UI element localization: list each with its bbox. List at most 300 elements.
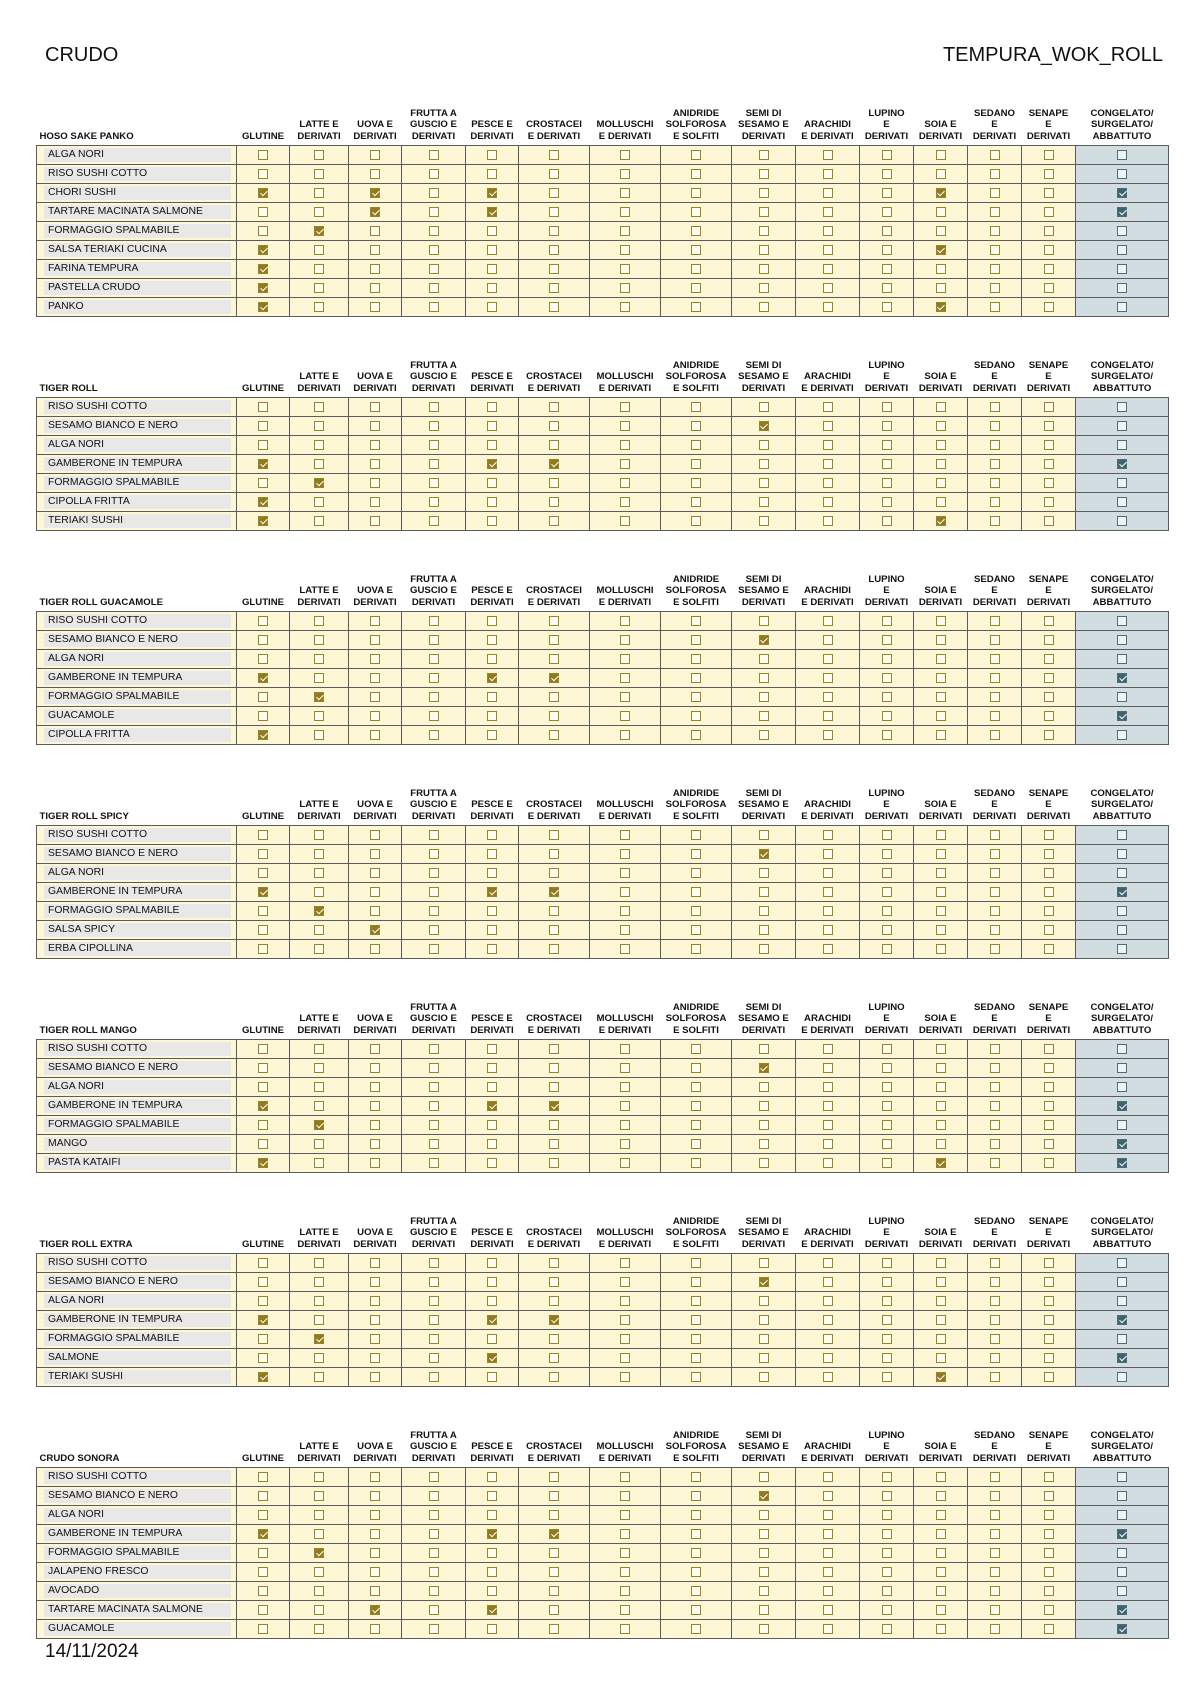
checkbox-icon[interactable] (823, 1529, 833, 1539)
checkbox-icon[interactable] (882, 516, 892, 526)
checkbox-icon[interactable] (314, 887, 324, 897)
checkbox-icon[interactable] (549, 1139, 559, 1149)
checkbox-icon[interactable] (314, 1082, 324, 1092)
checkbox-icon[interactable] (370, 1277, 380, 1287)
checkbox-icon[interactable] (990, 245, 1000, 255)
checkbox-icon[interactable] (314, 1258, 324, 1268)
checkbox-icon[interactable] (823, 1315, 833, 1325)
checkbox-icon[interactable] (823, 1567, 833, 1577)
checkbox-icon[interactable] (759, 1472, 769, 1482)
checkbox-icon[interactable] (487, 1158, 497, 1168)
checkbox-icon[interactable] (1044, 711, 1054, 721)
checkbox-icon[interactable] (258, 1372, 268, 1382)
checkbox-icon[interactable] (691, 692, 701, 702)
checkbox-icon[interactable] (990, 730, 1000, 740)
checkbox-icon[interactable] (314, 1586, 324, 1596)
checkbox-icon[interactable] (759, 1548, 769, 1558)
checkbox-icon[interactable] (429, 1258, 439, 1268)
checkbox-icon[interactable] (882, 1548, 892, 1558)
checkbox-icon[interactable] (1044, 1548, 1054, 1558)
checkbox-icon[interactable] (691, 868, 701, 878)
checkbox-icon[interactable] (882, 264, 892, 274)
checkbox-icon[interactable] (314, 245, 324, 255)
checkbox-icon[interactable] (487, 830, 497, 840)
checkbox-icon[interactable] (691, 421, 701, 431)
checkbox-icon[interactable] (258, 207, 268, 217)
checkbox-icon[interactable] (370, 1120, 380, 1130)
checkbox-icon[interactable] (620, 1624, 630, 1634)
checkbox-icon[interactable] (990, 1586, 1000, 1596)
checkbox-icon[interactable] (370, 283, 380, 293)
checkbox-icon[interactable] (314, 1139, 324, 1149)
checkbox-icon[interactable] (936, 302, 946, 312)
checkbox-icon[interactable] (936, 459, 946, 469)
checkbox-icon[interactable] (487, 1082, 497, 1092)
checkbox-icon[interactable] (549, 1491, 559, 1501)
checkbox-icon[interactable] (1044, 1372, 1054, 1382)
checkbox-icon[interactable] (759, 226, 769, 236)
checkbox-icon[interactable] (1044, 673, 1054, 683)
checkbox-icon[interactable] (823, 421, 833, 431)
checkbox-icon[interactable] (1044, 868, 1054, 878)
checkbox-icon[interactable] (620, 188, 630, 198)
checkbox-icon[interactable] (487, 635, 497, 645)
checkbox-icon[interactable] (429, 1158, 439, 1168)
checkbox-icon[interactable] (882, 207, 892, 217)
checkbox-icon[interactable] (759, 925, 769, 935)
checkbox-icon[interactable] (759, 1605, 769, 1615)
checkbox-icon[interactable] (487, 1605, 497, 1615)
checkbox-icon[interactable] (936, 402, 946, 412)
checkbox-icon[interactable] (990, 944, 1000, 954)
checkbox-icon[interactable] (823, 635, 833, 645)
checkbox-icon[interactable] (429, 1624, 439, 1634)
checkbox-icon[interactable] (258, 264, 268, 274)
checkbox-icon[interactable] (691, 944, 701, 954)
checkbox-icon[interactable] (823, 302, 833, 312)
checkbox-icon[interactable] (1117, 654, 1127, 664)
checkbox-icon[interactable] (990, 925, 1000, 935)
checkbox-icon[interactable] (314, 1529, 324, 1539)
checkbox-icon[interactable] (620, 226, 630, 236)
checkbox-icon[interactable] (370, 1567, 380, 1577)
checkbox-icon[interactable] (429, 906, 439, 916)
checkbox-icon[interactable] (429, 730, 439, 740)
checkbox-icon[interactable] (620, 150, 630, 160)
checkbox-icon[interactable] (882, 1258, 892, 1268)
checkbox-icon[interactable] (314, 169, 324, 179)
checkbox-icon[interactable] (258, 654, 268, 664)
checkbox-icon[interactable] (990, 459, 1000, 469)
checkbox-icon[interactable] (549, 1353, 559, 1363)
checkbox-icon[interactable] (620, 1315, 630, 1325)
checkbox-icon[interactable] (1117, 1258, 1127, 1268)
checkbox-icon[interactable] (882, 169, 892, 179)
checkbox-icon[interactable] (1117, 1605, 1127, 1615)
checkbox-icon[interactable] (487, 1491, 497, 1501)
checkbox-icon[interactable] (936, 830, 946, 840)
checkbox-icon[interactable] (487, 440, 497, 450)
checkbox-icon[interactable] (936, 1334, 946, 1344)
checkbox-icon[interactable] (620, 1139, 630, 1149)
checkbox-icon[interactable] (258, 516, 268, 526)
checkbox-icon[interactable] (1117, 516, 1127, 526)
checkbox-icon[interactable] (1117, 1277, 1127, 1287)
checkbox-icon[interactable] (1117, 1353, 1127, 1363)
checkbox-icon[interactable] (549, 1296, 559, 1306)
checkbox-icon[interactable] (882, 1372, 892, 1382)
checkbox-icon[interactable] (549, 673, 559, 683)
checkbox-icon[interactable] (1044, 1101, 1054, 1111)
checkbox-icon[interactable] (691, 302, 701, 312)
checkbox-icon[interactable] (314, 516, 324, 526)
checkbox-icon[interactable] (882, 1063, 892, 1073)
checkbox-icon[interactable] (936, 1139, 946, 1149)
checkbox-icon[interactable] (691, 1063, 701, 1073)
checkbox-icon[interactable] (1117, 283, 1127, 293)
checkbox-icon[interactable] (1117, 150, 1127, 160)
checkbox-icon[interactable] (990, 673, 1000, 683)
checkbox-icon[interactable] (823, 1624, 833, 1634)
checkbox-icon[interactable] (620, 692, 630, 702)
checkbox-icon[interactable] (429, 188, 439, 198)
checkbox-icon[interactable] (1117, 421, 1127, 431)
checkbox-icon[interactable] (882, 1353, 892, 1363)
checkbox-icon[interactable] (429, 440, 439, 450)
checkbox-icon[interactable] (990, 421, 1000, 431)
checkbox-icon[interactable] (936, 1372, 946, 1382)
checkbox-icon[interactable] (691, 849, 701, 859)
checkbox-icon[interactable] (258, 1472, 268, 1482)
checkbox-icon[interactable] (429, 1586, 439, 1596)
checkbox-icon[interactable] (258, 830, 268, 840)
checkbox-icon[interactable] (1117, 497, 1127, 507)
checkbox-icon[interactable] (370, 302, 380, 312)
checkbox-icon[interactable] (882, 849, 892, 859)
checkbox-icon[interactable] (990, 1510, 1000, 1520)
checkbox-icon[interactable] (258, 1529, 268, 1539)
checkbox-icon[interactable] (691, 1296, 701, 1306)
checkbox-icon[interactable] (370, 1372, 380, 1382)
checkbox-icon[interactable] (936, 245, 946, 255)
checkbox-icon[interactable] (691, 440, 701, 450)
checkbox-icon[interactable] (759, 478, 769, 488)
checkbox-icon[interactable] (882, 1624, 892, 1634)
checkbox-icon[interactable] (370, 226, 380, 236)
checkbox-icon[interactable] (370, 1624, 380, 1634)
checkbox-icon[interactable] (549, 1567, 559, 1577)
checkbox-icon[interactable] (990, 1158, 1000, 1168)
checkbox-icon[interactable] (549, 1529, 559, 1539)
checkbox-icon[interactable] (990, 1472, 1000, 1482)
checkbox-icon[interactable] (882, 616, 892, 626)
checkbox-icon[interactable] (487, 944, 497, 954)
checkbox-icon[interactable] (314, 1120, 324, 1130)
checkbox-icon[interactable] (990, 440, 1000, 450)
checkbox-icon[interactable] (258, 150, 268, 160)
checkbox-icon[interactable] (990, 906, 1000, 916)
checkbox-icon[interactable] (549, 1063, 559, 1073)
checkbox-icon[interactable] (1117, 188, 1127, 198)
checkbox-icon[interactable] (370, 1353, 380, 1363)
checkbox-icon[interactable] (258, 1353, 268, 1363)
checkbox-icon[interactable] (549, 1277, 559, 1287)
checkbox-icon[interactable] (620, 169, 630, 179)
checkbox-icon[interactable] (314, 1334, 324, 1344)
checkbox-icon[interactable] (429, 402, 439, 412)
checkbox-icon[interactable] (936, 1277, 946, 1287)
checkbox-icon[interactable] (620, 1586, 630, 1596)
checkbox-icon[interactable] (882, 830, 892, 840)
checkbox-icon[interactable] (691, 1624, 701, 1634)
checkbox-icon[interactable] (990, 283, 1000, 293)
checkbox-icon[interactable] (549, 207, 559, 217)
checkbox-icon[interactable] (1044, 1315, 1054, 1325)
checkbox-icon[interactable] (370, 459, 380, 469)
checkbox-icon[interactable] (1117, 1120, 1127, 1130)
checkbox-icon[interactable] (1117, 478, 1127, 488)
checkbox-icon[interactable] (1117, 887, 1127, 897)
checkbox-icon[interactable] (370, 1491, 380, 1501)
checkbox-icon[interactable] (429, 1296, 439, 1306)
checkbox-icon[interactable] (759, 440, 769, 450)
checkbox-icon[interactable] (370, 1334, 380, 1344)
checkbox-icon[interactable] (1117, 1586, 1127, 1596)
checkbox-icon[interactable] (823, 1605, 833, 1615)
checkbox-icon[interactable] (990, 849, 1000, 859)
checkbox-icon[interactable] (823, 849, 833, 859)
checkbox-icon[interactable] (1117, 711, 1127, 721)
checkbox-icon[interactable] (370, 1063, 380, 1073)
checkbox-icon[interactable] (549, 868, 559, 878)
checkbox-icon[interactable] (314, 1315, 324, 1325)
checkbox-icon[interactable] (1117, 1139, 1127, 1149)
checkbox-icon[interactable] (882, 402, 892, 412)
checkbox-icon[interactable] (823, 169, 833, 179)
checkbox-icon[interactable] (1117, 169, 1127, 179)
checkbox-icon[interactable] (258, 1258, 268, 1268)
checkbox-icon[interactable] (1044, 440, 1054, 450)
checkbox-icon[interactable] (620, 925, 630, 935)
checkbox-icon[interactable] (936, 1120, 946, 1130)
checkbox-icon[interactable] (370, 616, 380, 626)
checkbox-icon[interactable] (990, 1353, 1000, 1363)
checkbox-icon[interactable] (314, 906, 324, 916)
checkbox-icon[interactable] (1117, 1296, 1127, 1306)
checkbox-icon[interactable] (823, 1472, 833, 1482)
checkbox-icon[interactable] (1117, 1101, 1127, 1111)
checkbox-icon[interactable] (882, 150, 892, 160)
checkbox-icon[interactable] (823, 1082, 833, 1092)
checkbox-icon[interactable] (620, 1372, 630, 1382)
checkbox-icon[interactable] (882, 1277, 892, 1287)
checkbox-icon[interactable] (429, 635, 439, 645)
checkbox-icon[interactable] (314, 459, 324, 469)
checkbox-icon[interactable] (990, 1044, 1000, 1054)
checkbox-icon[interactable] (429, 1101, 439, 1111)
checkbox-icon[interactable] (549, 1258, 559, 1268)
checkbox-icon[interactable] (429, 264, 439, 274)
checkbox-icon[interactable] (258, 440, 268, 450)
checkbox-icon[interactable] (882, 925, 892, 935)
checkbox-icon[interactable] (549, 1605, 559, 1615)
checkbox-icon[interactable] (1044, 226, 1054, 236)
checkbox-icon[interactable] (823, 692, 833, 702)
checkbox-icon[interactable] (936, 887, 946, 897)
checkbox-icon[interactable] (258, 169, 268, 179)
checkbox-icon[interactable] (691, 1277, 701, 1287)
checkbox-icon[interactable] (370, 150, 380, 160)
checkbox-icon[interactable] (691, 1315, 701, 1325)
checkbox-icon[interactable] (487, 402, 497, 412)
checkbox-icon[interactable] (370, 711, 380, 721)
checkbox-icon[interactable] (549, 1334, 559, 1344)
checkbox-icon[interactable] (1044, 1529, 1054, 1539)
checkbox-icon[interactable] (487, 1044, 497, 1054)
checkbox-icon[interactable] (823, 402, 833, 412)
checkbox-icon[interactable] (370, 497, 380, 507)
checkbox-icon[interactable] (1117, 1510, 1127, 1520)
checkbox-icon[interactable] (990, 1529, 1000, 1539)
checkbox-icon[interactable] (759, 207, 769, 217)
checkbox-icon[interactable] (487, 283, 497, 293)
checkbox-icon[interactable] (759, 402, 769, 412)
checkbox-icon[interactable] (620, 1491, 630, 1501)
checkbox-icon[interactable] (620, 635, 630, 645)
checkbox-icon[interactable] (823, 1296, 833, 1306)
checkbox-icon[interactable] (1117, 1063, 1127, 1073)
checkbox-icon[interactable] (1044, 1567, 1054, 1577)
checkbox-icon[interactable] (258, 497, 268, 507)
checkbox-icon[interactable] (429, 616, 439, 626)
checkbox-icon[interactable] (936, 1101, 946, 1111)
checkbox-icon[interactable] (620, 887, 630, 897)
checkbox-icon[interactable] (549, 226, 559, 236)
checkbox-icon[interactable] (370, 830, 380, 840)
checkbox-icon[interactable] (487, 1510, 497, 1520)
checkbox-icon[interactable] (882, 478, 892, 488)
checkbox-icon[interactable] (370, 1296, 380, 1306)
checkbox-icon[interactable] (823, 1158, 833, 1168)
checkbox-icon[interactable] (1044, 1586, 1054, 1596)
checkbox-icon[interactable] (823, 150, 833, 160)
checkbox-icon[interactable] (759, 692, 769, 702)
checkbox-icon[interactable] (882, 1139, 892, 1149)
checkbox-icon[interactable] (258, 1315, 268, 1325)
checkbox-icon[interactable] (759, 1529, 769, 1539)
checkbox-icon[interactable] (258, 1624, 268, 1634)
checkbox-icon[interactable] (759, 1372, 769, 1382)
checkbox-icon[interactable] (549, 264, 559, 274)
checkbox-icon[interactable] (1044, 1120, 1054, 1130)
checkbox-icon[interactable] (691, 616, 701, 626)
checkbox-icon[interactable] (823, 887, 833, 897)
checkbox-icon[interactable] (620, 1353, 630, 1363)
checkbox-icon[interactable] (1117, 264, 1127, 274)
checkbox-icon[interactable] (429, 459, 439, 469)
checkbox-icon[interactable] (1044, 692, 1054, 702)
checkbox-icon[interactable] (1117, 1567, 1127, 1577)
checkbox-icon[interactable] (429, 1082, 439, 1092)
checkbox-icon[interactable] (370, 730, 380, 740)
checkbox-icon[interactable] (429, 516, 439, 526)
checkbox-icon[interactable] (620, 1082, 630, 1092)
checkbox-icon[interactable] (620, 1334, 630, 1344)
checkbox-icon[interactable] (990, 1548, 1000, 1558)
checkbox-icon[interactable] (759, 188, 769, 198)
checkbox-icon[interactable] (370, 944, 380, 954)
checkbox-icon[interactable] (314, 1296, 324, 1306)
checkbox-icon[interactable] (1044, 188, 1054, 198)
checkbox-icon[interactable] (759, 1296, 769, 1306)
checkbox-icon[interactable] (823, 283, 833, 293)
checkbox-icon[interactable] (314, 283, 324, 293)
checkbox-icon[interactable] (882, 1605, 892, 1615)
checkbox-icon[interactable] (882, 459, 892, 469)
checkbox-icon[interactable] (620, 1567, 630, 1577)
checkbox-icon[interactable] (823, 1334, 833, 1344)
checkbox-icon[interactable] (620, 421, 630, 431)
checkbox-icon[interactable] (258, 887, 268, 897)
checkbox-icon[interactable] (620, 1120, 630, 1130)
checkbox-icon[interactable] (258, 1567, 268, 1577)
checkbox-icon[interactable] (1117, 1082, 1127, 1092)
checkbox-icon[interactable] (429, 849, 439, 859)
checkbox-icon[interactable] (882, 421, 892, 431)
checkbox-icon[interactable] (314, 616, 324, 626)
checkbox-icon[interactable] (691, 1548, 701, 1558)
checkbox-icon[interactable] (620, 1605, 630, 1615)
checkbox-icon[interactable] (620, 459, 630, 469)
checkbox-icon[interactable] (429, 1315, 439, 1325)
checkbox-icon[interactable] (620, 849, 630, 859)
checkbox-icon[interactable] (429, 1372, 439, 1382)
checkbox-icon[interactable] (487, 169, 497, 179)
checkbox-icon[interactable] (759, 830, 769, 840)
checkbox-icon[interactable] (990, 1296, 1000, 1306)
checkbox-icon[interactable] (1117, 459, 1127, 469)
checkbox-icon[interactable] (990, 1120, 1000, 1130)
checkbox-icon[interactable] (691, 1044, 701, 1054)
checkbox-icon[interactable] (549, 906, 559, 916)
checkbox-icon[interactable] (882, 906, 892, 916)
checkbox-icon[interactable] (258, 1334, 268, 1344)
checkbox-icon[interactable] (759, 421, 769, 431)
checkbox-icon[interactable] (882, 887, 892, 897)
checkbox-icon[interactable] (487, 1315, 497, 1325)
checkbox-icon[interactable] (823, 516, 833, 526)
checkbox-icon[interactable] (429, 207, 439, 217)
checkbox-icon[interactable] (549, 1158, 559, 1168)
checkbox-icon[interactable] (620, 302, 630, 312)
checkbox-icon[interactable] (549, 1586, 559, 1596)
checkbox-icon[interactable] (620, 264, 630, 274)
checkbox-icon[interactable] (258, 459, 268, 469)
checkbox-icon[interactable] (882, 1082, 892, 1092)
checkbox-icon[interactable] (620, 868, 630, 878)
checkbox-icon[interactable] (1117, 245, 1127, 255)
checkbox-icon[interactable] (691, 1082, 701, 1092)
checkbox-icon[interactable] (620, 245, 630, 255)
checkbox-icon[interactable] (620, 1548, 630, 1558)
checkbox-icon[interactable] (429, 302, 439, 312)
checkbox-icon[interactable] (314, 478, 324, 488)
checkbox-icon[interactable] (990, 1258, 1000, 1268)
checkbox-icon[interactable] (258, 1605, 268, 1615)
checkbox-icon[interactable] (823, 226, 833, 236)
checkbox-icon[interactable] (549, 730, 559, 740)
checkbox-icon[interactable] (882, 497, 892, 507)
